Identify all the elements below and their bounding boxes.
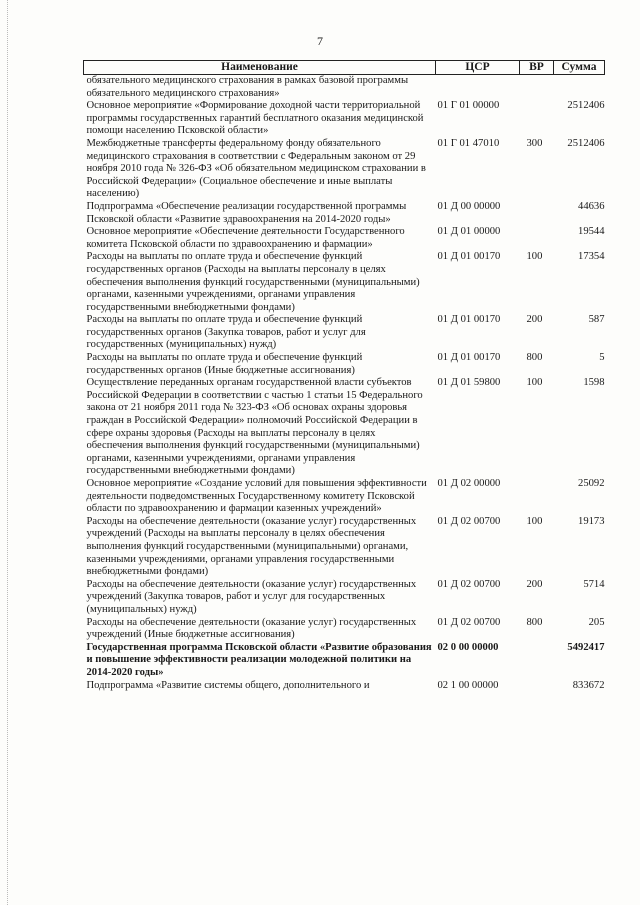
budget-table (83, 60, 605, 692)
cell-sum: 19544 (578, 226, 605, 238)
table-row (84, 478, 605, 516)
cell-csr: 01 Д 02 00700 (437, 578, 501, 590)
table-row (84, 201, 605, 226)
cell-sum: 25092 (578, 478, 605, 489)
cell-name: Государственная программа Псковской области «Развитие образования и повышение эффективности реализации молодежной политики на 2014-2020 годы» (86, 641, 432, 678)
cell-name: Расходы на выплаты по оплате труда и обеспечение функций государственных органов (Расходы на выплаты персоналу в целях обеспечения выполнения функций государственными (муниципальными) органами, казенными учреждениями, органами управления государственными внебюджетными фондами) (86, 251, 420, 313)
cell-sum: 19173 (578, 515, 605, 527)
cell-sum: 44636 (578, 200, 605, 212)
table-row (84, 617, 605, 642)
cell-name: Расходы на обеспечение деятельности (оказание услуг) государственных учреждений (Закупка товаров, работ и услуг для государственных (муниципальных) нужд) (86, 578, 417, 615)
cell-name: обязательного медицинского страхования в рамках базовой программы обязательного медицинского страхования» (86, 75, 409, 99)
table-row (84, 226, 605, 251)
header-sum: Сумма (554, 61, 605, 75)
cell-vr (520, 642, 554, 680)
cell-csr: 01 Г 01 00000 (437, 100, 500, 112)
table-row (84, 642, 605, 680)
cell-vr (520, 75, 554, 101)
table-row (84, 314, 605, 352)
cell-csr: 01 Д 01 59800 (437, 377, 501, 389)
cell-vr: 200 (526, 314, 543, 326)
cell-sum: 833672 (572, 679, 605, 691)
cell-sum: 2512406 (567, 137, 605, 149)
header-csr: ЦСР (436, 61, 520, 75)
cell-vr: 200 (526, 578, 543, 590)
table-body (84, 75, 605, 693)
cell-name: Подпрограмма «Обеспечение реализации государственной программы Псковской области «Развитие здравоохранения на 2014-2020 годы» (86, 200, 407, 225)
cell-csr (436, 75, 520, 101)
cell-vr: 800 (526, 616, 543, 628)
cell-csr: 01 Д 01 00170 (437, 352, 501, 364)
cell-csr: 01 Д 01 00000 (437, 226, 501, 238)
cell-sum: 5492417 (567, 641, 605, 653)
cell-csr: 01 Г 01 47010 (437, 137, 500, 149)
cell-name: Основное мероприятие «Создание условий для повышения эффективности деятельности подведомственных Государственному комитету Псковской области по здравоохранению и фармации казенных учреждений» (86, 478, 427, 515)
cell-csr: 01 Д 02 00700 (437, 515, 501, 527)
binding-margin-line (7, 0, 8, 905)
table-row (84, 579, 605, 617)
cell-vr: 800 (526, 352, 543, 364)
table-row (84, 377, 605, 478)
cell-csr: 01 Д 02 00700 (437, 616, 501, 628)
cell-name: Расходы на выплаты по оплате труда и обеспечение функций государственных органов (Закупка товаров, работ и услуг для государственных (муниципальных) нужд) (86, 314, 366, 351)
cell-vr (520, 201, 554, 226)
cell-sum: 1598 (583, 377, 605, 389)
cell-name: Расходы на выплаты по оплате труда и обеспечение функций государственных органов (Иные бюджетные ассигнования) (86, 352, 363, 376)
cell-vr: 300 (526, 137, 543, 149)
cell-sum: 2512406 (567, 100, 605, 112)
cell-sum (554, 75, 605, 101)
header-name: Наименование (84, 61, 436, 75)
cell-sum: 5714 (583, 578, 605, 590)
cell-vr: 100 (526, 515, 543, 527)
cell-vr: 100 (526, 377, 543, 389)
cell-vr (520, 478, 554, 516)
table-row (84, 352, 605, 377)
table-row (84, 251, 605, 314)
table-row (84, 75, 605, 101)
cell-sum: 587 (588, 314, 605, 326)
table-row (84, 100, 605, 138)
cell-vr (520, 226, 554, 251)
cell-name: Расходы на обеспечение деятельности (оказание услуг) государственных учреждений (Иные бюджетные ассигнования) (86, 616, 417, 641)
header-vr: ВР (520, 61, 554, 75)
table-row (84, 138, 605, 201)
cell-sum: 5 (599, 352, 605, 364)
cell-csr: 01 Д 02 00000 (437, 478, 501, 489)
cell-vr: 100 (526, 251, 543, 263)
table-header-row (84, 61, 605, 75)
cell-name: Межбюджетные трансферты федеральному фонду обязательного медицинского страхования в соответствии с Федеральным законом от 29 ноября 2010 года № 326-ФЗ «Об обязательном медицинском страховании в Российской Федерации» (Социальное обеспечение и иные выплаты населению) (86, 137, 426, 200)
page-number: 7 (317, 34, 323, 48)
table-row (84, 680, 605, 693)
cell-csr: 02 0 00 00000 (437, 641, 499, 653)
cell-name: Основное мероприятие «Обеспечение деятельности Государственного комитета Псковской области по здравоохранению и фармации» (86, 226, 405, 250)
cell-csr: 01 Д 01 00170 (437, 314, 501, 326)
cell-name: Подпрограмма «Развитие системы общего, дополнительного и (86, 679, 370, 691)
cell-sum: 205 (588, 616, 605, 628)
cell-csr: 01 Д 00 00000 (437, 200, 501, 212)
cell-name: Основное мероприятие «Формирование доходной части территориальной программы государственных гарантий бесплатного оказания медицинской помощи населению Псковской области» (86, 100, 424, 137)
cell-vr (520, 100, 554, 138)
table-row (84, 516, 605, 579)
cell-name: Расходы на обеспечение деятельности (оказание услуг) государственных учреждений (Расходы на выплаты персоналу в целях обеспечения выполнения функций государственными (муниципальными) органами, казенными учреждениями, органами управления государственными внебюджетными фондами) (86, 515, 417, 578)
cell-csr: 01 Д 01 00170 (437, 251, 501, 263)
cell-sum: 17354 (578, 251, 605, 263)
cell-vr (520, 680, 554, 693)
cell-csr: 02 1 00 00000 (437, 679, 499, 691)
cell-name: Осуществление переданных органам государственной власти субъектов Российской Федерации в соответствии с частью 1 статьи 15 Федерального закона от 21 ноября 2011 года № 323-ФЗ «Об основах охраны здоровья граждан в Российской Федерации» полномочий Российской Федерации в сфере охраны здоровья (Расходы на выплаты персоналу в целях обеспечения выполнения функций государственными (муниципальными) органами, казенными учреждениями, органами управления государственными внебюджетными фондами) (86, 377, 423, 477)
